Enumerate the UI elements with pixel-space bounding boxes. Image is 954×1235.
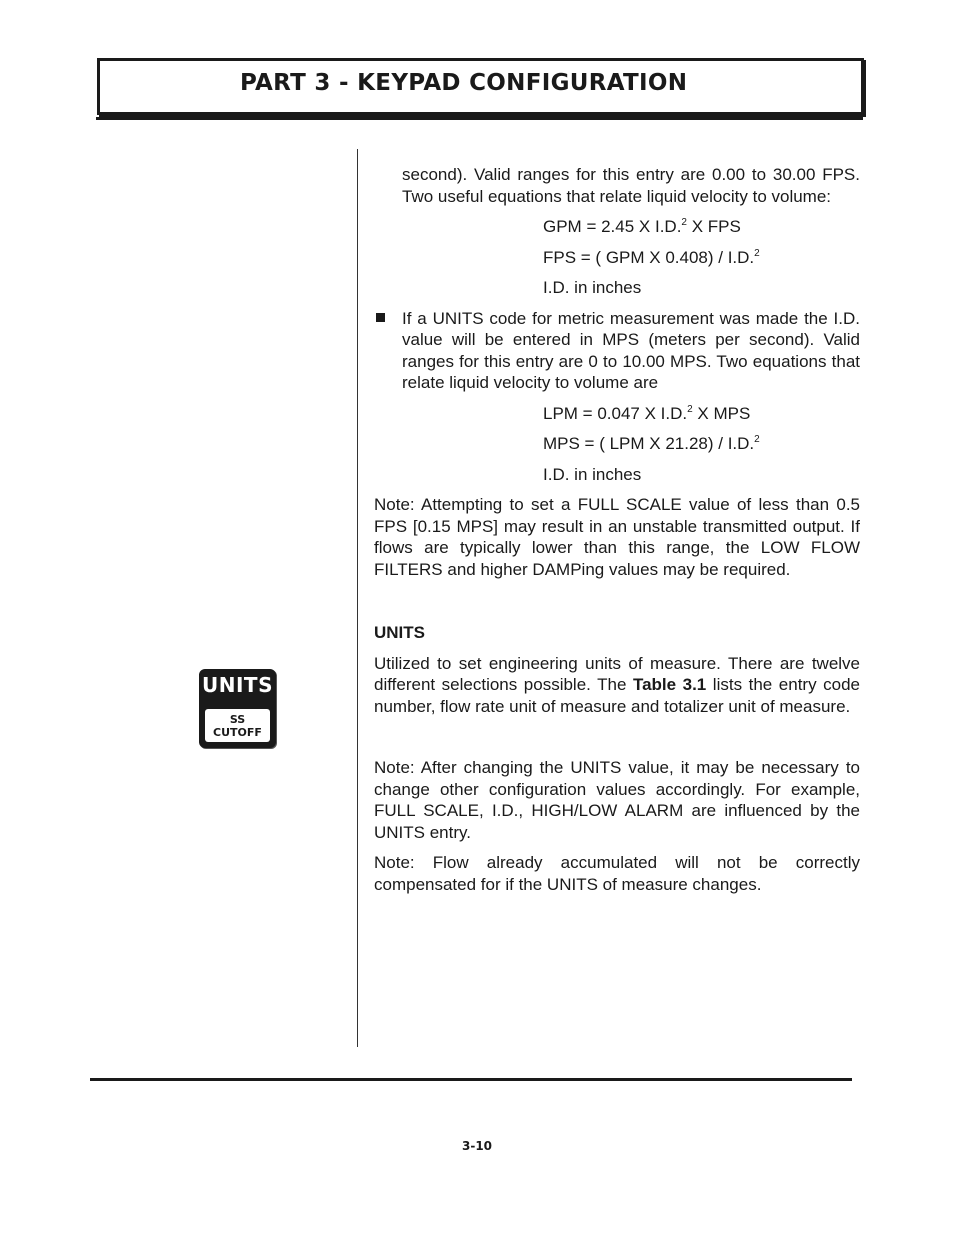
page-number: 3-10 (461, 1139, 493, 1153)
footer-rule (90, 1078, 852, 1081)
key-bottom-label (205, 709, 270, 742)
header-rule (96, 117, 863, 120)
text-column (374, 164, 860, 904)
units-description: Utilized to set engineering units of measure. There are twelve different selections possible. The Table 3.1 lists the entry code number, flow rate unit of measure and totalizer unit of measure. (374, 653, 860, 716)
metric-bullet-item (374, 308, 860, 394)
key-top-label: UNITS (202, 673, 273, 697)
equation-lpm: LPM = 0.047 X I.D.$^2$ X MPS (543, 403, 751, 423)
section-title: PART 3 - KEYPAD CONFIGURATION (240, 70, 688, 96)
equation-gpm: GPM = 2.45 X I.D.$^2$ X FPS (543, 217, 741, 236)
units-heading: UNITS (374, 623, 425, 642)
equation-units-note-metric: I.D. in inches (543, 464, 642, 484)
equation-units-note: I.D. in inches (543, 278, 642, 297)
full-scale-note: Note: Attempting to set a FULL SCALE value of less than 0.5 FPS [0.15 MPS] may result in an unstable transmitted output. If flows are typically lower than this range, the LOW FLOW FILTERS and higher DAMPing values may be required. (374, 495, 860, 579)
units-key-icon (199, 669, 276, 748)
units-change-note: Note: After changing the UNITS value, it may be necessary to change other configuration values accordingly. For example, FULL SCALE, I.D., HIGH/LOW ALARM are influenced by the UNITS entry. (374, 758, 860, 842)
square-bullet-icon (376, 313, 385, 322)
accumulated-flow-note: Note: Flow already accumulated will not be correctly compensated for if the UNITS of measure changes. (374, 853, 860, 894)
equation-fps: FPS = ( GPM X 0.408) / I.D.$^2$ (543, 247, 760, 267)
table-reference: Table 3.1 (632, 675, 707, 694)
key-bottom-line2: CUTOFF (213, 726, 262, 739)
section-header-box (97, 58, 864, 115)
key-bottom-line1: SS (229, 713, 246, 726)
metric-bullet-text: If a UNITS code for metric measurement was made the I.D. value will be entered in MPS (meters per second). Valid ranges for this entry are 0 to 10.00 MPS. Two equations that relate liquid velocity to volume are (402, 308, 860, 392)
equation-mps: MPS = ( LPM X 21.28) / I.D.$^2$ (543, 434, 760, 453)
column-divider (357, 149, 358, 1047)
velocity-range-paragraph: second). Valid ranges for this entry are 0.00 to 30.00 FPS. Two useful equations that relate liquid velocity to volume: (402, 165, 860, 206)
